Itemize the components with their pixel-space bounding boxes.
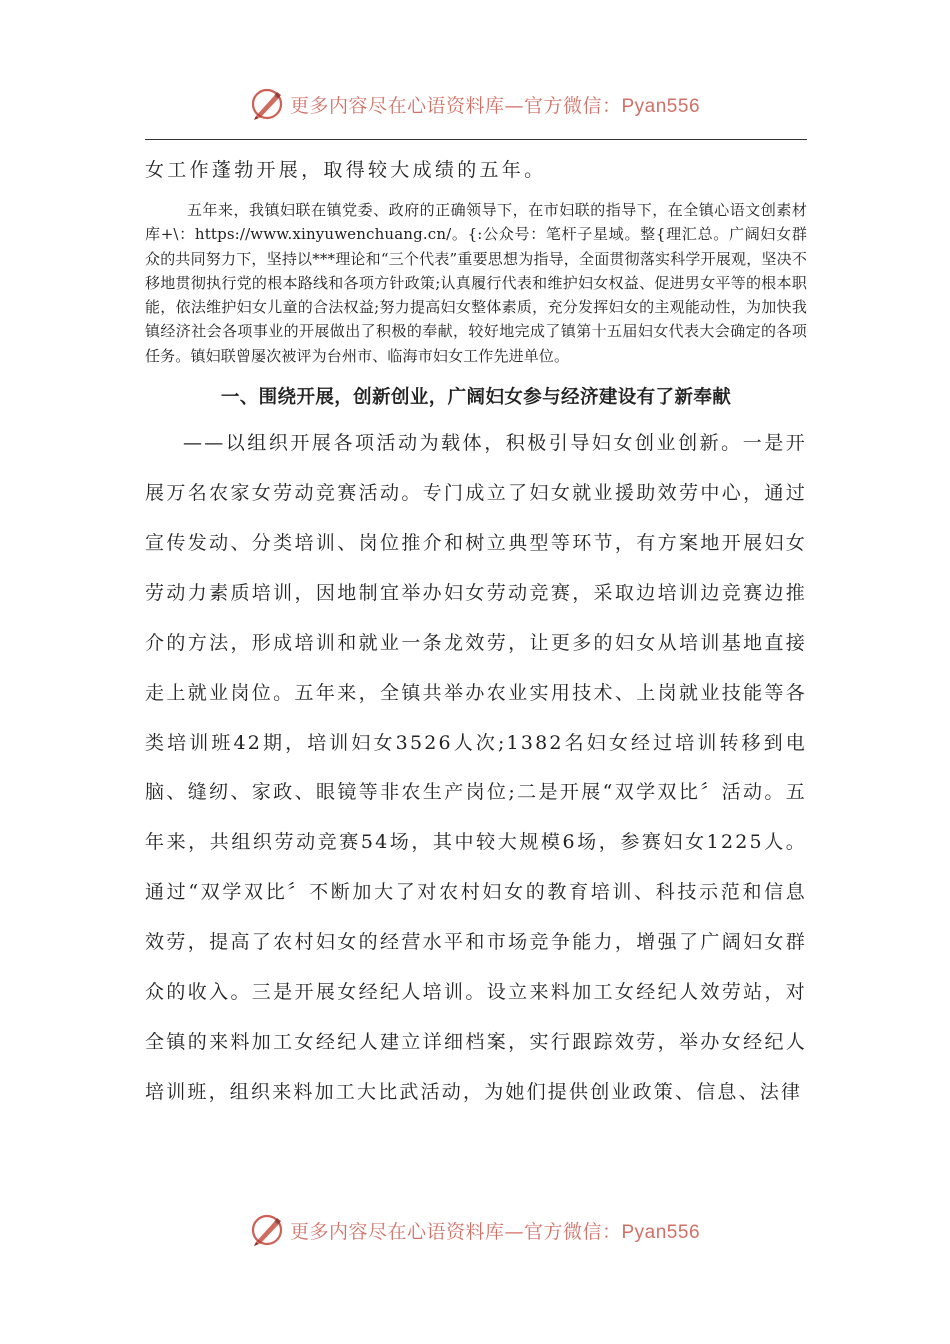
intro-paragraph: 五年来，我镇妇联在镇党委、政府的正确领导下，在市妇联的指导下，在全镇心语文创素材库+\：https://www.xinyuwenchuang.cn/。{:公众号：笔杆子星域。整{理汇总。广阔妇女群众的共同努力下，坚持以***理论和“三个代表”重要思想为指导，全面贯彻落实科学开展观，坚决不移地贯彻执行党的根本路线和各项方针政策;认真履行代表和维护妇女权益、促进男女平等的根本职能，依法维护妇女儿童的合法权益;努力提高妇女整体素质，充分发挥妇女的主观能动性，为加快我镇经济社会各项事业的开展做出了积极的奉献，较好地完成了镇第十五届妇女代表大会确定的各项任务。镇妇联曾屡次被评为台州市、临海市妇女工作先进单位。 [145,201,807,365]
body-paragraph: ——以组织开展各项活动为载体，积极引导妇女创业创新。一是开展万名农家女劳动竞赛活动。专门成立了妇女就业援助效劳中心，通过宣传发动、分类培训、岗位推介和树立典型等环节，有方案地开展妇女劳动力素质培训，因地制宜举办妇女劳动竞赛，采取边培训边竞赛边推介的方法，形成培训和就业一条龙效劳，让更多的妇女从培训基地直接走上就业岗位。五年来，全镇共举办农业实用技术、上岗就业技能等各类培训班42期，培训妇女3526人次;1382名妇女经过培训转移到电脑、缝纫、家政、眼镜等非农生产岗位;二是开展“双学双比〞活动。五年来，共组织劳动竞赛54场，其中较大规模6场，参赛妇女1225人。通过“双学双比〞不断加大了对农村妇女的教育培训、科技示范和信息效劳，提高了农村妇女的经营水平和市场竞争能力，增强了广阔妇女群众的收入。三是开展女经纪人培训。设立来料加工女经纪人效劳站，对全镇的来料加工女经纪人建立详细档案，实行跟踪效劳，举办女经纪人培训班，组织来料加工大比武活动，为她们提供创业政策、信息、法律 [145,432,807,1103]
lead-line: 女工作蓬勃开展，取得较大成绩的五年。 [145,159,547,181]
footer-wechat-id: Pyan556 [621,1221,701,1243]
pen-logo-icon [250,1213,284,1247]
document-body [145,150,807,1118]
header-divider [145,139,807,140]
section-heading: 一、围绕开展，创新创业，广阔妇女参与经济建设有了新奉献 [220,387,732,409]
header-watermark [0,84,950,124]
pen-logo-icon [250,87,284,121]
footer-watermark [0,1210,950,1250]
header-watermark-text: 更多内容尽在心语资料库—官方微信：Pyan556 [289,94,701,117]
footer-watermark-text: 更多内容尽在心语资料库—官方微信：Pyan556 [289,1220,701,1243]
header-wechat-id: Pyan556 [621,95,701,117]
